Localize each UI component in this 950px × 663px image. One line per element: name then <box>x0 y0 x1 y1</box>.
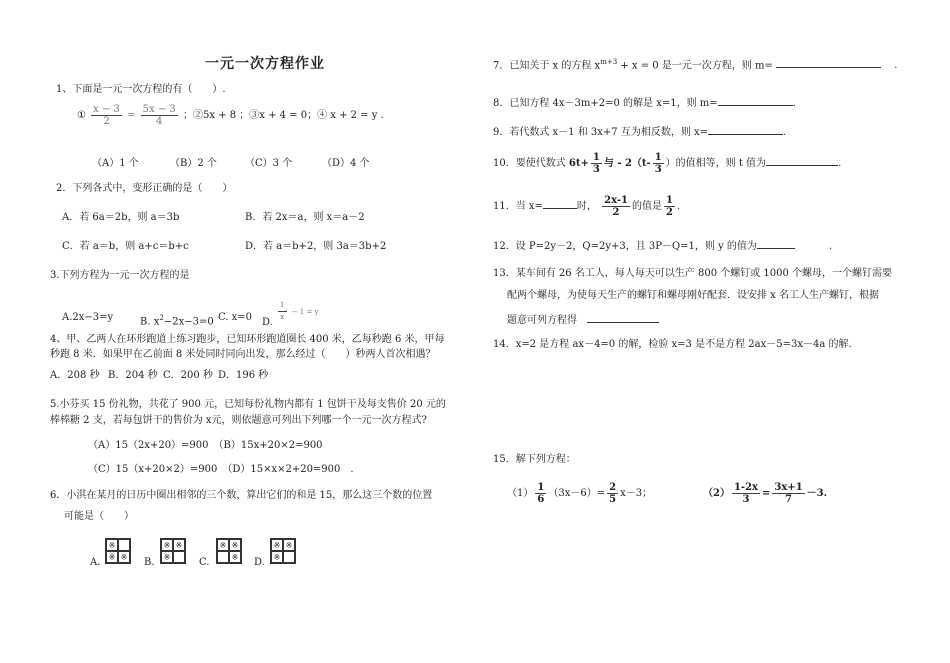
calendar-cell: ※ <box>106 551 118 563</box>
q1-stem: 1、下面是一元一次方程的有（ ）. <box>56 84 226 95</box>
q3-b-sup: 2 <box>159 314 164 322</box>
q8-text: 8．已知方程 4x－3m+2=0 的解是 x=1，则 m= <box>493 98 718 109</box>
q6-label-a: A. <box>90 557 101 568</box>
q3-choice-a: A.2x−3=y <box>62 312 114 323</box>
q11-mid: 时， <box>576 201 597 212</box>
frac-den: 2 <box>612 207 620 218</box>
q15-p1-frac-2 <box>607 482 618 505</box>
q4-line1: 4、甲、乙两人在环形跑道上练习跑步，已知环形跑道圈长 400 米，乙每秒跑 6 米，甲每 <box>50 334 445 345</box>
q6-label-b: B. <box>144 557 155 568</box>
q11-frac <box>602 195 630 218</box>
q15-p2-frac-1 <box>732 482 760 505</box>
frac-den: x <box>280 313 285 321</box>
q1-choice-b: （B）2 个 <box>170 158 217 169</box>
q7-sup: m+3 <box>600 58 618 66</box>
q9 <box>493 124 786 139</box>
q8-end: . <box>792 98 796 109</box>
q1-options <box>77 104 384 127</box>
q10-answer-blank[interactable] <box>766 155 838 166</box>
q1-option-rest: ；②5x + 8 ；③x + 4 = 0；④ x + 2 = y . <box>182 110 384 121</box>
q3-d-label: D. <box>262 317 273 328</box>
q13-line1: 13．某车间有 26 名工人，每人每天可以生产 800 个螺钉或 1000 个螺母，一个螺钉需要 <box>493 268 893 279</box>
frac-num: 1 <box>537 482 545 493</box>
q6-calendar-a <box>105 538 131 564</box>
q3-choice-c: C. x=0 <box>218 312 253 323</box>
q4-choice-d: D．196 秒 <box>218 370 269 381</box>
q10-pre: 10．要使代数式 <box>493 158 566 169</box>
q6-calendar-c <box>216 538 242 564</box>
q7 <box>493 56 897 72</box>
q4-line2: 秒跑 8 米．如果甲在乙前面 8 米处同时同向出发，那么经过（ ）秒两人首次相遇？ <box>50 349 436 360</box>
frac-num: 2x-1 <box>604 195 628 206</box>
calendar-cell: ※ <box>173 539 185 551</box>
q11-pre: 11．当 x= <box>493 201 543 212</box>
frac-num: 1 <box>654 152 662 163</box>
calendar-cell: ※ <box>161 551 173 563</box>
frac-den: 5 <box>609 494 617 505</box>
q3-stem: 3.下列方程为一元一次方程的是 <box>50 270 190 281</box>
calendar-cell: ※ <box>283 539 295 551</box>
eq-sign: = <box>127 110 136 121</box>
q1-choice-a: （A）1 个 <box>92 158 139 169</box>
q15-p1-end: x－3； <box>620 488 653 499</box>
calendar-cell <box>283 551 295 563</box>
q15-part2 <box>703 482 827 505</box>
q2-choice-d: D．若 a＝b+2，则 3a＝3b+2 <box>245 241 387 252</box>
calendar-cell: ※ <box>161 539 173 551</box>
q7-answer-blank[interactable] <box>776 57 881 68</box>
q12-answer-blank[interactable] <box>757 238 795 249</box>
q15-p1-mid: （3x－6）= <box>548 488 606 499</box>
frac-num: 3x+1 <box>774 482 803 493</box>
frac-num: 5x − 3 <box>142 104 176 115</box>
q13-answer-blank[interactable] <box>587 312 659 323</box>
q6-line1: 6．小淇在某月的日历中圈出相邻的三个数，算出它们的和是 15，那么这三个数的位置 <box>50 490 433 501</box>
q15-stem: 15．解下列方程： <box>493 454 576 465</box>
frac-den: 3 <box>654 164 662 175</box>
q1-choice-d: （D）4 个 <box>322 158 370 169</box>
q10-b: 与 - 2（t- <box>603 158 651 169</box>
calendar-cell: ※ <box>271 539 283 551</box>
frac-den: 3 <box>742 494 750 505</box>
q13-line3 <box>507 312 659 327</box>
q15-p1-frac-1 <box>535 482 546 505</box>
calendar-cell: ※ <box>106 539 118 551</box>
frac-den: 2 <box>665 207 673 218</box>
q5-line1: 5.小芬买 15 份礼物，共花了 900 元，已知每份礼物内都有 1 包饼干及每支售价 20 元的 <box>50 399 446 410</box>
frac-num: 1 <box>278 300 286 312</box>
q10-frac-2 <box>653 152 664 175</box>
frac-num: 1 <box>592 152 600 163</box>
q4-choice-b: B．204 秒 <box>108 370 158 381</box>
frac-num: 1 <box>665 195 673 206</box>
q11-answer-blank[interactable] <box>543 198 577 209</box>
q1-frac-2 <box>141 104 178 127</box>
q10-a: 6t+ <box>568 158 589 169</box>
q15-p1-label: （1） <box>507 488 534 499</box>
q8 <box>493 95 796 110</box>
q10-c: ）的值相等，则 t 值为 <box>665 158 767 169</box>
q2-choice-b: B．若 2x＝a，则 x＝a－2 <box>245 212 365 223</box>
q1-choice-c: （C）3 个 <box>245 158 293 169</box>
calendar-cell: ※ <box>217 539 229 551</box>
calendar-cell: ※ <box>271 551 283 563</box>
calendar-cell: ※ <box>229 551 241 563</box>
q3-b-pre: B. x <box>140 316 160 328</box>
q1-option1-label: ① <box>77 110 86 121</box>
q3-b-post: −2x−3=0 <box>163 316 214 328</box>
calendar-cell: ※ <box>118 551 130 563</box>
q15-p2-frac-2 <box>772 482 804 505</box>
q2-choice-c: C．若 a＝b，则 a+c＝b+c <box>62 241 189 252</box>
q13-line2: 配两个螺母，为使每天生产的螺钉和螺母刚好配套．设安排 x 名工人生产螺钉，根据 <box>507 290 879 301</box>
frac-num: 1-2x <box>733 482 758 493</box>
q14: 14．x=2 是方程 ax－4=0 的解，检验 x=3 是不是方程 2ax－5=3x－4a 的解. <box>493 339 852 350</box>
q7-mid: + x = 0 是一元一次方程，则 m= <box>617 60 773 72</box>
q2-choice-a: A．若 6a＝2b，则 a＝3b <box>62 212 180 223</box>
q4-choice-a: A．208 秒 <box>50 370 100 381</box>
q15-p2-end: －3. <box>806 488 828 499</box>
q5-line2: 棒棒糖 2 支，若每包饼干的售价为 x元，则依题意可列出下列哪一个一元一次方程式? <box>50 415 427 426</box>
q11-end: . <box>676 201 681 212</box>
q9-end: . <box>783 127 787 138</box>
calendar-cell <box>173 551 185 563</box>
q12-end: . <box>828 241 833 252</box>
q5-choices-cd: （C）15（x+20×2）=900 （D）15×x×2+20=900 . <box>88 464 354 475</box>
q6-label-c: C. <box>199 557 210 568</box>
q12-text: 12．设 P=2y－2，Q=2y+3，且 3P－Q=1，则 y 的值为 <box>493 241 757 252</box>
q9-text: 9．若代数式 x－1 和 3x+7 互为相反数，则 x= <box>493 127 709 138</box>
calendar-cell <box>118 539 130 551</box>
q7-end: . <box>894 60 898 72</box>
q1-frac-1 <box>91 104 122 127</box>
q9-answer-blank[interactable] <box>708 124 783 135</box>
q3-d-frac <box>278 300 286 323</box>
q8-answer-blank[interactable] <box>718 95 793 106</box>
q13-line3-text: 题意可列方程得 <box>507 315 577 326</box>
q15-p2-eq: = <box>762 488 771 499</box>
q3-d-rest: − 1 = y <box>291 308 319 316</box>
q5-choices-ab: （A）15（2x+20）=900 （B）15x+20×2=900 <box>88 440 323 451</box>
frac-den: 3 <box>592 164 600 175</box>
q15-part1 <box>507 482 652 505</box>
calendar-cell <box>217 551 229 563</box>
q11 <box>493 195 680 218</box>
q10-end: . <box>838 158 842 169</box>
q11-eq: 的值是 <box>631 201 662 212</box>
q15-p2-label: （2） <box>703 488 730 499</box>
frac-den: 6 <box>537 494 545 505</box>
q3-choice-b <box>140 312 214 328</box>
page-title: 一元一次方程作业 <box>205 56 325 72</box>
q6-calendar-b <box>160 538 186 564</box>
q6-label-d: D. <box>254 557 265 568</box>
frac-den: 2 <box>103 116 110 127</box>
q7-pre: 7．已知关于 x 的方程 x <box>493 60 601 72</box>
q6-calendar-d <box>270 538 296 564</box>
frac-den: 7 <box>785 494 792 505</box>
q12 <box>493 238 832 253</box>
frac-num: 2 <box>609 482 617 493</box>
q3-choice-d <box>262 300 319 328</box>
q6-line2: 可能是（ ） <box>64 511 134 522</box>
calendar-cell: ※ <box>229 539 241 551</box>
q10-frac-1 <box>591 152 602 175</box>
frac-num: x − 3 <box>93 104 120 115</box>
q11-result-frac <box>664 195 675 218</box>
frac-den: 4 <box>156 116 163 127</box>
q4-choice-c: C．200 秒 <box>163 370 213 381</box>
q2-stem: 2．下列各式中，变形正确的是（ ） <box>56 183 233 194</box>
q10 <box>493 152 841 175</box>
